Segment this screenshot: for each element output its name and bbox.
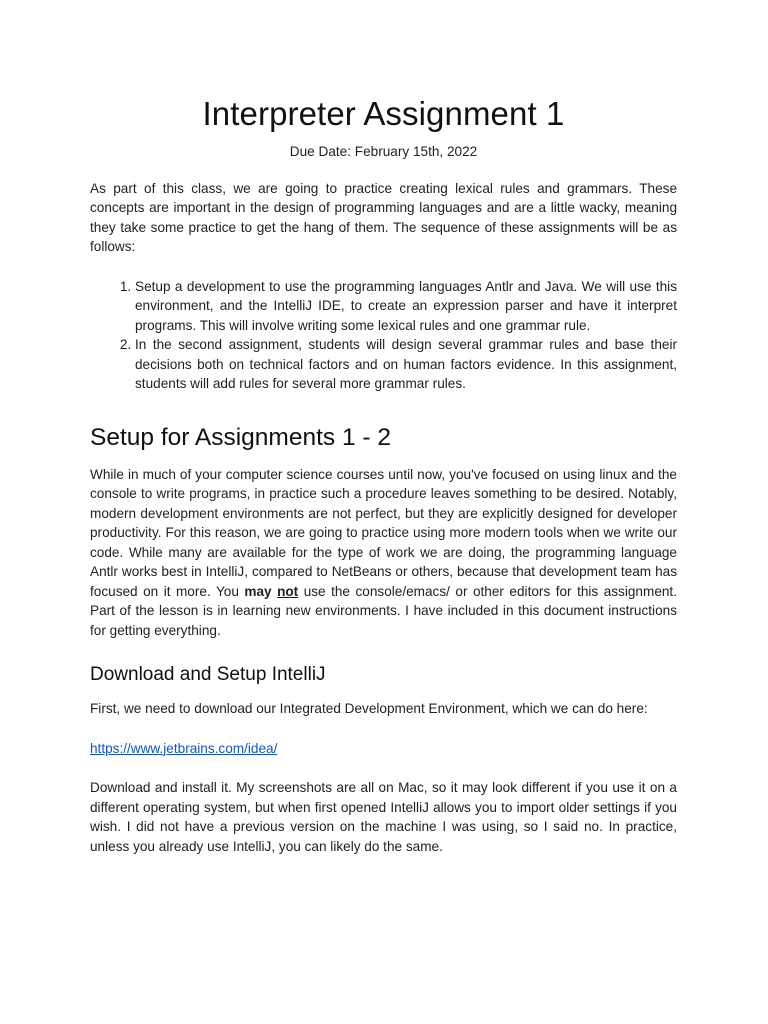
page-title: Interpreter Assignment 1	[202, 95, 565, 132]
install-paragraph: Download and install it. My screenshots are all on Mac, so it may look different if you use it on a different operating system, but when first opened IntelliJ allows you to import older settings if you wish. I did not have a previous version on the machine I was using, so I said no. In practice, unless you already use IntelliJ, you can likely do the same.	[90, 780, 677, 854]
setup-heading: Setup for Assignments 1 - 2	[90, 423, 391, 451]
setup-text-start: While in much of your computer science courses until now, you've focused on using linux and the console to write programs, in practice such a procedure leaves something to be desired. Notably, modern development environments are not perfect, but they are explicitly designed for developer productivity. For this reason, we are going to practice using more modern tools when we write our code. While many are available for the type of work we are doing, the programming language Antlr works best in IntelliJ, compared to NetBeans or others, because that development team has focused on it more. You	[90, 466, 677, 599]
emphasis-may: may	[244, 583, 272, 599]
download-paragraph: First, we need to download our Integrated Development Environment, which we can do here:	[90, 701, 648, 716]
intro-paragraph: As part of this class, we are going to practice creating lexical rules and grammars. These concepts are important in the design of programming languages and are a little wacky, meaning they take some practice to get the hang of them. The sequence of these assignments will be as follows:	[90, 180, 677, 254]
assignment-list	[90, 277, 677, 394]
list-item: 2. In the second assignment, students will design several grammar rules and base their decisions both on technical factors and on human factors evidence. In this assignment, students will add rules for several more grammar rules.	[135, 335, 677, 394]
download-heading: Download and Setup IntelliJ	[90, 664, 326, 685]
setup-text-end: use the console/emacs/ or other editors for this assignment. Part of the lesson is in learning new environments. I have included in this document instructions for getting everything.	[90, 583, 677, 638]
emphasis-not: not	[277, 583, 299, 599]
intellij-link[interactable]: https://www.jetbrains.com/idea/	[90, 740, 278, 756]
due-date: Due Date: February 15th, 2022	[289, 144, 478, 159]
setup-paragraph	[90, 465, 677, 641]
document-page	[90, 94, 677, 856]
list-item: 1. Setup a development to use the programming languages Antlr and Java. We will use this environment, and the IntelliJ IDE, to create an expression parser and have it interpret programs. This will involve writing some lexical rules and one grammar rule.	[135, 277, 677, 336]
